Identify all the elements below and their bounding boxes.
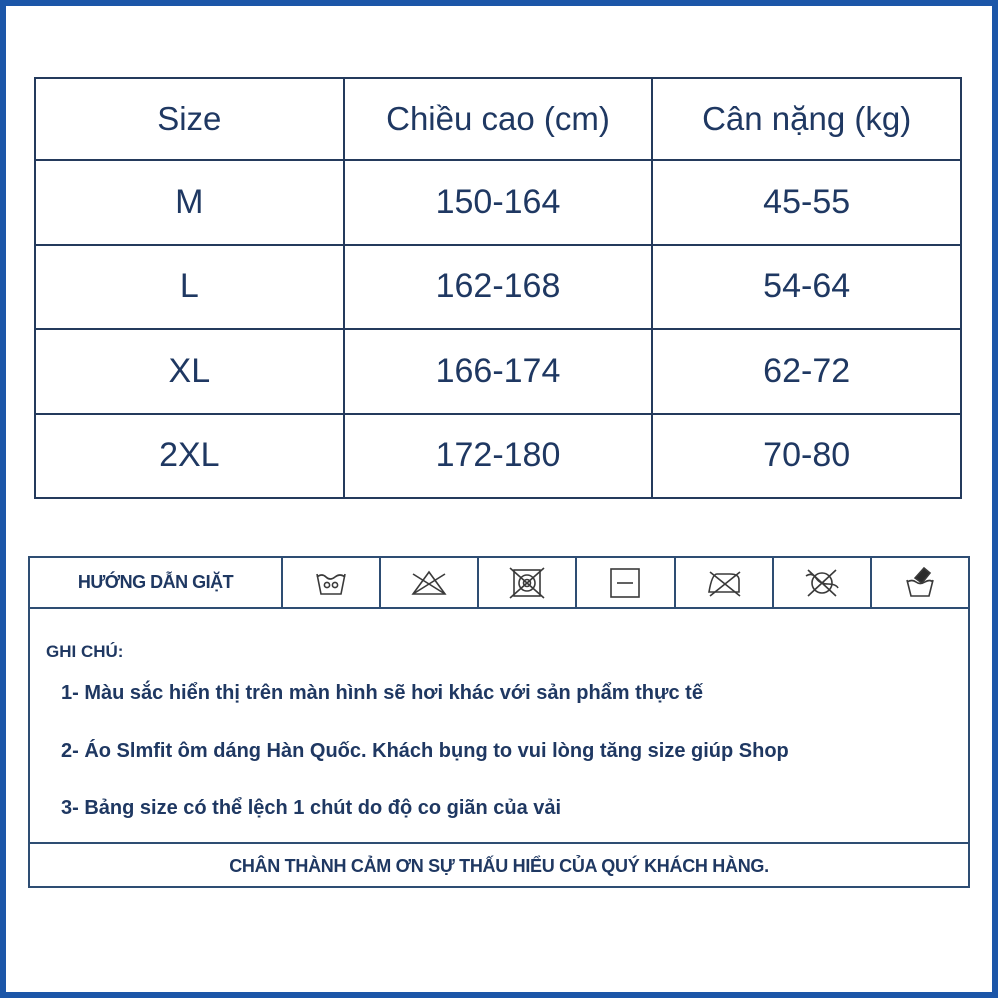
thanks-message: CHÂN THÀNH CẢM ƠN SỰ THẤU HIỂU CỦA QUÝ KHÁCH HÀNG.: [30, 842, 968, 888]
wash-cell: [577, 558, 675, 607]
table-header-row: [35, 78, 961, 160]
wash-cell: [774, 558, 872, 607]
care-notes-panel: [28, 556, 970, 888]
note-item: 1- Màu sắc hiển thị trên màn hình sẽ hơi khác với sản phẩm thực tế: [61, 682, 703, 704]
dry-flat-icon: [605, 566, 645, 600]
size-cell: XL: [35, 329, 344, 413]
header-size: Size: [35, 78, 344, 160]
height-cell: 162-168: [344, 245, 653, 329]
size-cell: 2XL: [35, 414, 344, 498]
weight-cell: 70-80: [652, 414, 961, 498]
washing-instructions-row: [30, 558, 968, 609]
wash-cell: [479, 558, 577, 607]
note-item: 3- Bảng size có thể lệch 1 chút do độ co giãn của vải: [61, 797, 562, 819]
weight-cell: 45-55: [652, 160, 961, 244]
table-row: [35, 329, 961, 413]
weight-cell: 54-64: [652, 245, 961, 329]
header-weight: Cân nặng (kg): [652, 78, 961, 160]
wash-cell: [381, 558, 479, 607]
wash-cell: [676, 558, 774, 607]
size-cell: M: [35, 160, 344, 244]
hand-wash-icon: [900, 566, 940, 600]
wash-cell: [283, 558, 381, 607]
height-cell: 172-180: [344, 414, 653, 498]
notes-title: GHI CHÚ:: [46, 642, 124, 661]
height-cell: 166-174: [344, 329, 653, 413]
table-row: [35, 245, 961, 329]
weight-cell: 62-72: [652, 329, 961, 413]
note-item: 2- Áo Slmfit ôm dáng Hàn Quốc. Khách bụng to vui lòng tăng size giúp Shop: [61, 740, 789, 762]
washing-label: HƯỚNG DẪN GIẶT: [30, 558, 283, 607]
do-not-dry-clean-icon: [802, 566, 842, 600]
wash-cell: [872, 558, 968, 607]
hand-wash-30-icon: [311, 566, 351, 600]
table-row: [35, 414, 961, 498]
do-not-iron-icon: [704, 566, 744, 600]
size-cell: L: [35, 245, 344, 329]
header-height: Chiều cao (cm): [344, 78, 653, 160]
do-not-bleach-icon: [409, 566, 449, 600]
size-table: [34, 77, 962, 499]
do-not-tumble-dry-icon: [507, 566, 547, 600]
table-row: [35, 160, 961, 244]
height-cell: 150-164: [344, 160, 653, 244]
